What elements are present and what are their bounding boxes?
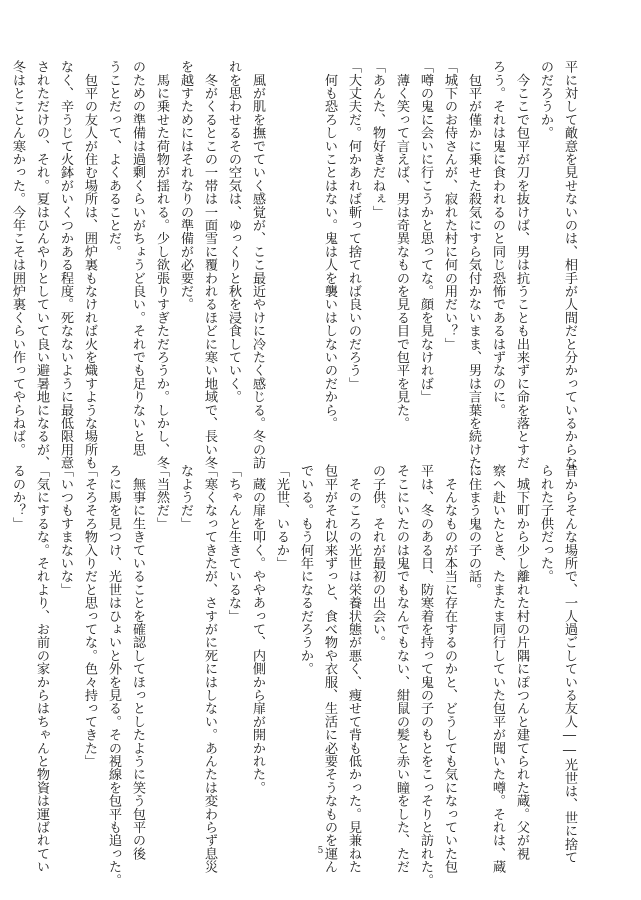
text-line: のための準備は過剰くらいがちょうど良い。それでも足りないと思 [130,60,145,456]
text-line: でいる。もう何年になるだろうか。 [298,464,313,676]
text-line: そこにいたのは鬼でもなんでもない、紺鼠の髪と赤い瞳をした、ただ [394,464,409,874]
text-line: 城下町から少し離れた村の片隅にぽつんと建てられた蔵。父が視 [514,464,529,860]
text-line: 「あんた、物好きだねぇ」 [370,60,385,219]
text-line: 「城下のお侍さんが、寂れた村に何の用だい？」 [442,60,457,351]
text-line: 「気にするな。それより、お前の家からはちゃんと物資は運ばれてい [34,464,49,874]
text-line: 何も恐ろしいことはない。鬼は人を襲いはしないのだから。 [322,60,337,430]
text-line: ろに馬を見つけ、光世はひょいと外を見る。その視線を包平も追った。 [106,464,121,887]
text-line: 昔からそんな場所で、一人過ごしている友人――光世は、世に捨て [562,464,577,864]
text-block-upper [10,60,581,483]
text-line: 「寒くなってきたが、さすがに死にはしない。あんたは変わらず息災 [202,464,217,874]
text-line: 「そろそろ物入りだと思ってな。色々持ってきた」 [82,464,97,768]
text-line: 馬に乗せた荷物が揺れる。少し欲張りすぎただろうか。しかし、冬 [154,60,169,470]
upper-vertical-text [5,60,581,483]
text-line [274,60,289,73]
text-line: のだろうか。 [538,60,553,140]
text-line: なく、辛うじて火鉢がいくつかある程度。死なないように最低限用意 [58,60,73,470]
text-line: 「いつもすまないな」 [58,464,73,596]
text-line: 察へ赴いたとき、たまたま同行していた包平が聞いた噂。それは、蔵 [490,464,505,874]
text-line: 「大丈夫だ。何かあれば斬って捨てれば良いのだろう」 [346,60,361,390]
text-line: られた子供だった。 [538,464,553,583]
lower-vertical-text [5,464,581,887]
text-line: 包平の友人が住む場所は、囲炉裏もなければ火を熾すような場所も [82,60,97,470]
text-line: 包平がそれ以来ずっと、食べ物や衣服、生活に必要そうなものを運ん [322,464,337,874]
text-line [298,60,313,73]
text-line: 冬がくるとこの一帯は一面雪に覆われるほどに寒い地域で、長い冬 [202,60,217,470]
text-line: 「光世、いるか」 [274,464,289,570]
text-line: 包平が僅かに乗せた殺気にすら気付かないまま、男は言葉を続けた。 [466,60,481,483]
text-line: そんなものが本当に存在するのかと、どうしても気になっていた包 [442,464,457,874]
text-line: そのころの光世は栄養状態が悪く、痩せて背も低かった。見兼ねた [346,464,361,874]
text-line: ろう。それは鬼に食われるのと同じ恐怖であるはずなのに。 [490,60,505,417]
text-line: 薄く笑って言えば、男は奇異なものを見る目で包平を見た。 [394,60,409,430]
text-line: に住まう鬼の子の話。 [466,464,481,596]
text-line: 「当然だ」 [154,464,169,530]
text-line: を越すためにはそれなりの準備が必要だ。 [178,60,193,311]
text-line: 「ちゃんと生きているな」 [226,464,241,623]
text-line: 平に対して敵意を見せないのは、相手が人間だと分かっているからな [562,60,577,470]
text-line: 蔵の扉を叩く。ややあって、内側から扉が開かれた。 [250,464,265,794]
page-number: 5 [317,846,324,856]
text-line: 無事に生きていることを確認してほっとしたように笑う包平の後 [130,464,145,860]
text-line: 風が肌を撫でていく感覚が、ここ最近やけに冷たく感じる。冬の訪 [250,60,265,470]
text-line: されただけの、それ。夏はひんやりとしていて良い避暑地になるが、 [34,60,49,470]
text-line: なようだ」 [178,464,193,530]
text-line: 今ここで包平が刀を抜けば、男は抗うことも出来ずに命を落とすだ [514,60,529,470]
text-line: の子供。それが最初の出会い。 [370,464,385,649]
text-line: うことだって、よくあることだ。 [106,60,121,258]
text-line: れを思わせるその空気は、ゆっくりと秋を浸食していく。 [226,60,241,404]
text-line: るのか？」 [10,464,25,530]
text-line: 冬はとことん寒かった。今年こそは囲炉裏くらい作ってやらねば。 [10,60,25,456]
text-line: 平は、冬のある日、防寒着を持って鬼の子のもとをこっそりと訪れた。 [418,464,433,887]
text-line: 「噂の鬼に会いに行こうかと思ってな。顔を見なければ」 [418,60,433,404]
text-block-lower [10,464,581,887]
